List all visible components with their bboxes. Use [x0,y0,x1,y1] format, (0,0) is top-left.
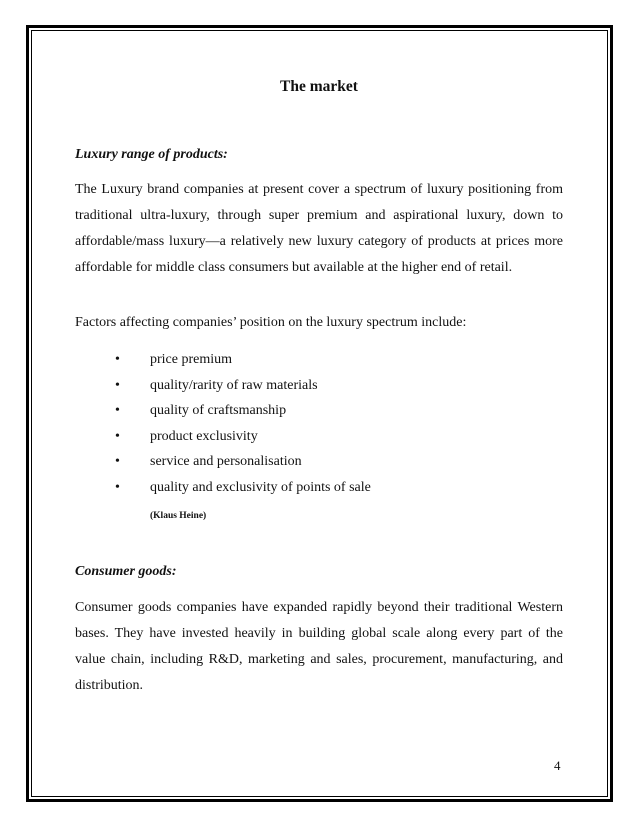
bullet-icon: • [115,454,120,470]
bullet-icon: • [115,377,120,393]
bullet-icon: • [115,428,120,444]
luxury-paragraph: The Luxury brand companies at present cover a spectrum of luxury positioning from traditional ultra-luxury, through super premium and aspirational luxury, down to affordable/mass luxury—a relatively new luxury category of products at prices more affordable for middle class consumers but available at the higher end of retail. [75,182,563,275]
page-title: The market [280,78,358,95]
bullet-icon: • [115,479,120,495]
list-item-text: quality of craftsmanship [150,403,287,419]
list-item-text: price premium [150,352,233,367]
list-item-text: product exclusivity [150,428,258,444]
list-item-text: quality and exclusivity of points of sale [150,479,371,495]
list-item-text: service and personalisation [150,454,302,470]
factors-lead-text: Factors affecting companies’ position on the luxury spectrum include: [75,315,467,330]
page-number: 4 [554,758,561,773]
list-item-text: quality/rarity of raw materials [150,377,318,393]
bullet-icon: • [115,352,120,367]
citation: (Klaus Heine) [150,511,207,521]
luxury-section-heading: Luxury range of products: [75,147,228,162]
bullet-icon: • [115,403,120,419]
consumer-paragraph: Consumer goods companies have expanded rapidly beyond their traditional Western bases. They have invested heavily in building global scale along every part of the value chain, including R&D, marketing and sales, procurement, manufacturing, and distribution. [75,600,563,693]
consumer-section-heading: Consumer goods: [75,564,177,579]
